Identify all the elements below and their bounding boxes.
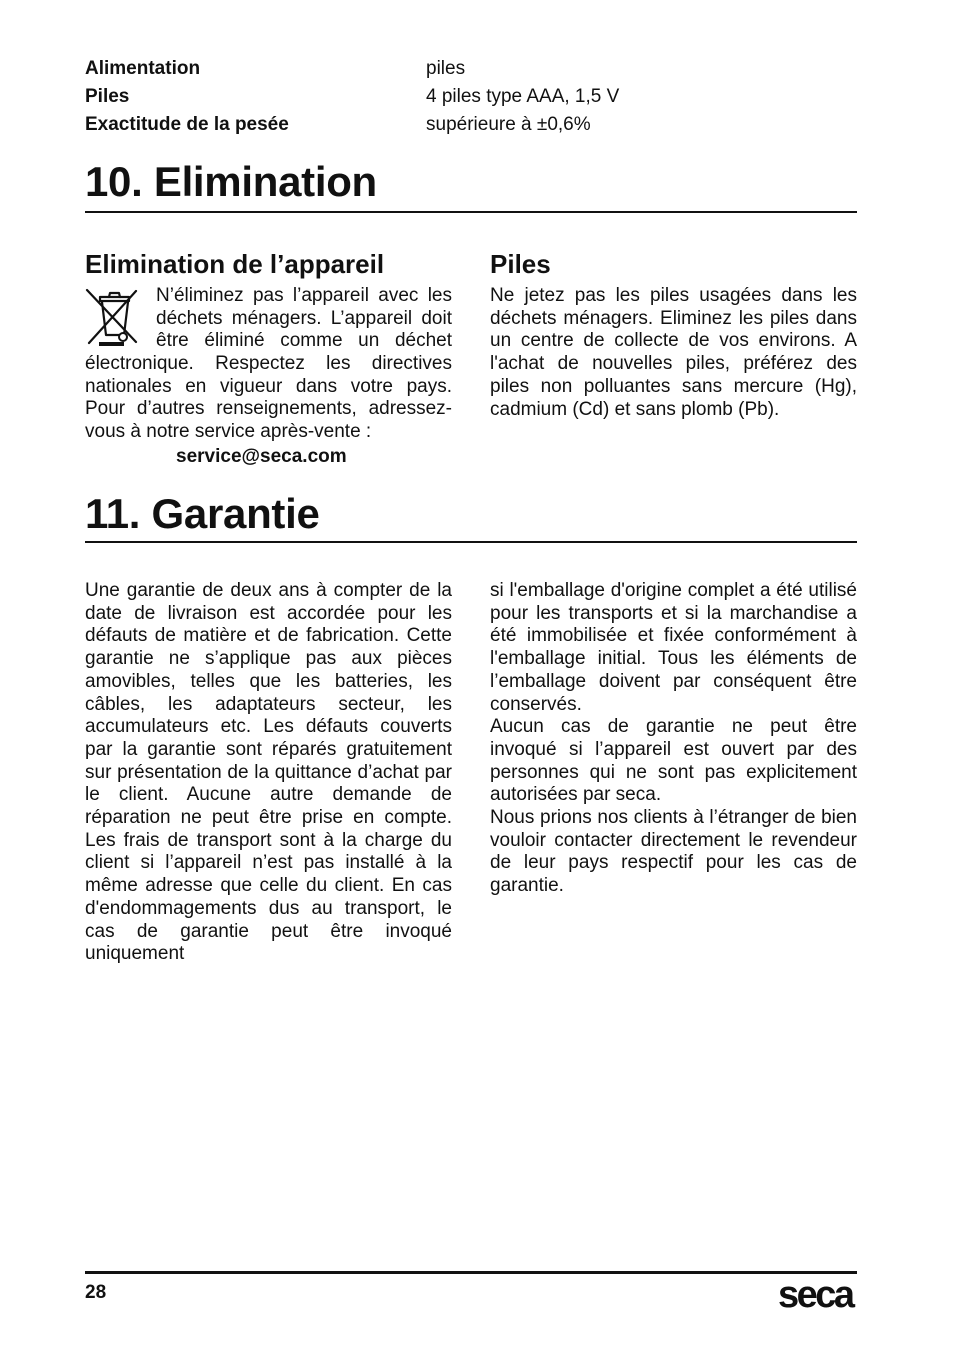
device-disposal-text-top: N’éliminez pas l’appareil avec les déchets ménagers. L’appareil doit être éliminé comme un déchet (156, 285, 452, 352)
crossed-out-wheelie-bin-icon (83, 287, 140, 347)
section-10-divider (85, 211, 857, 213)
spec-value-batteries: 4 piles type AAA, 1,5 V (426, 86, 620, 107)
device-disposal-text: électronique. Respectez les directives nationales en vigueur dans votre pays. Pour d’autres renseignements, adressez-vous à notre service après-vente : (85, 353, 452, 443)
section-11-title: 11. Garantie (85, 490, 320, 537)
spec-label-batteries: Piles (85, 86, 130, 107)
spec-label-power: Alimentation (85, 58, 201, 79)
section-10-title: 10. Elimination (85, 158, 377, 205)
batteries-disposal-heading: Piles (490, 249, 551, 279)
spec-value-accuracy: supérieure à ±0,6% (426, 114, 591, 135)
warranty-text-col1: Une garantie de deux ans à compter de la date de livraison est accordée pour les défauts de matière et de fabrication. Cette garantie ne s’applique pas aux pièces amovibles, telles que les batteries, les câbles, les adaptateurs secteur, les accumulateurs etc. Les défauts couverts par la garantie sont réparés gratuitement sur présentation de la quittance d’achat par le client. Aucune autre demande de réparation ne peut être prise en compte. Les frais de transport sont à la charge du client si l’appareil n’est pas installé à la même adresse que celle du client. En cas d'endommagements dus au transport, le cas de garantie peut être invoqué uniquement (85, 580, 452, 965)
footer-divider (85, 1271, 857, 1274)
warranty-paragraph: Nous prions nos clients à l’étranger de bien vouloir contacter directement le revendeur de leur pays respectif pour les cas de garantie. (490, 807, 857, 897)
spec-label-accuracy: Exactitude de la pesée (85, 114, 289, 135)
spec-value-power: piles (426, 58, 466, 79)
page-number: 28 (85, 1282, 107, 1303)
warranty-paragraph: Aucun cas de garantie ne peut être invoqué si l’appareil est ouvert par des personnes qui ne sont pas explicitement autorisées par seca. (490, 716, 857, 806)
section-11-divider (85, 541, 857, 543)
warranty-text-col2 (490, 580, 857, 898)
batteries-disposal-text: Ne jetez pas les piles usagées dans les déchets ménagers. Eliminez les piles dans un centre de collecte de vos environs. A l'achat de nouvelles piles, préférez des piles non polluantes sans mercure (Hg), cadmium (Cd) et sans plomb (Pb). (490, 285, 857, 420)
seca-logo: seca (778, 1274, 853, 1316)
warranty-paragraph: si l'emballage d'origine complet a été utilisé pour les transports et si la marchandise a été immobilisée et fixée conformément à l'emballage initial. Tous les éléments de l’emballage doivent par conséquent être conservés. (490, 580, 857, 715)
device-disposal-heading: Elimination de l’appareil (85, 249, 385, 279)
service-email: service@seca.com (176, 446, 347, 467)
